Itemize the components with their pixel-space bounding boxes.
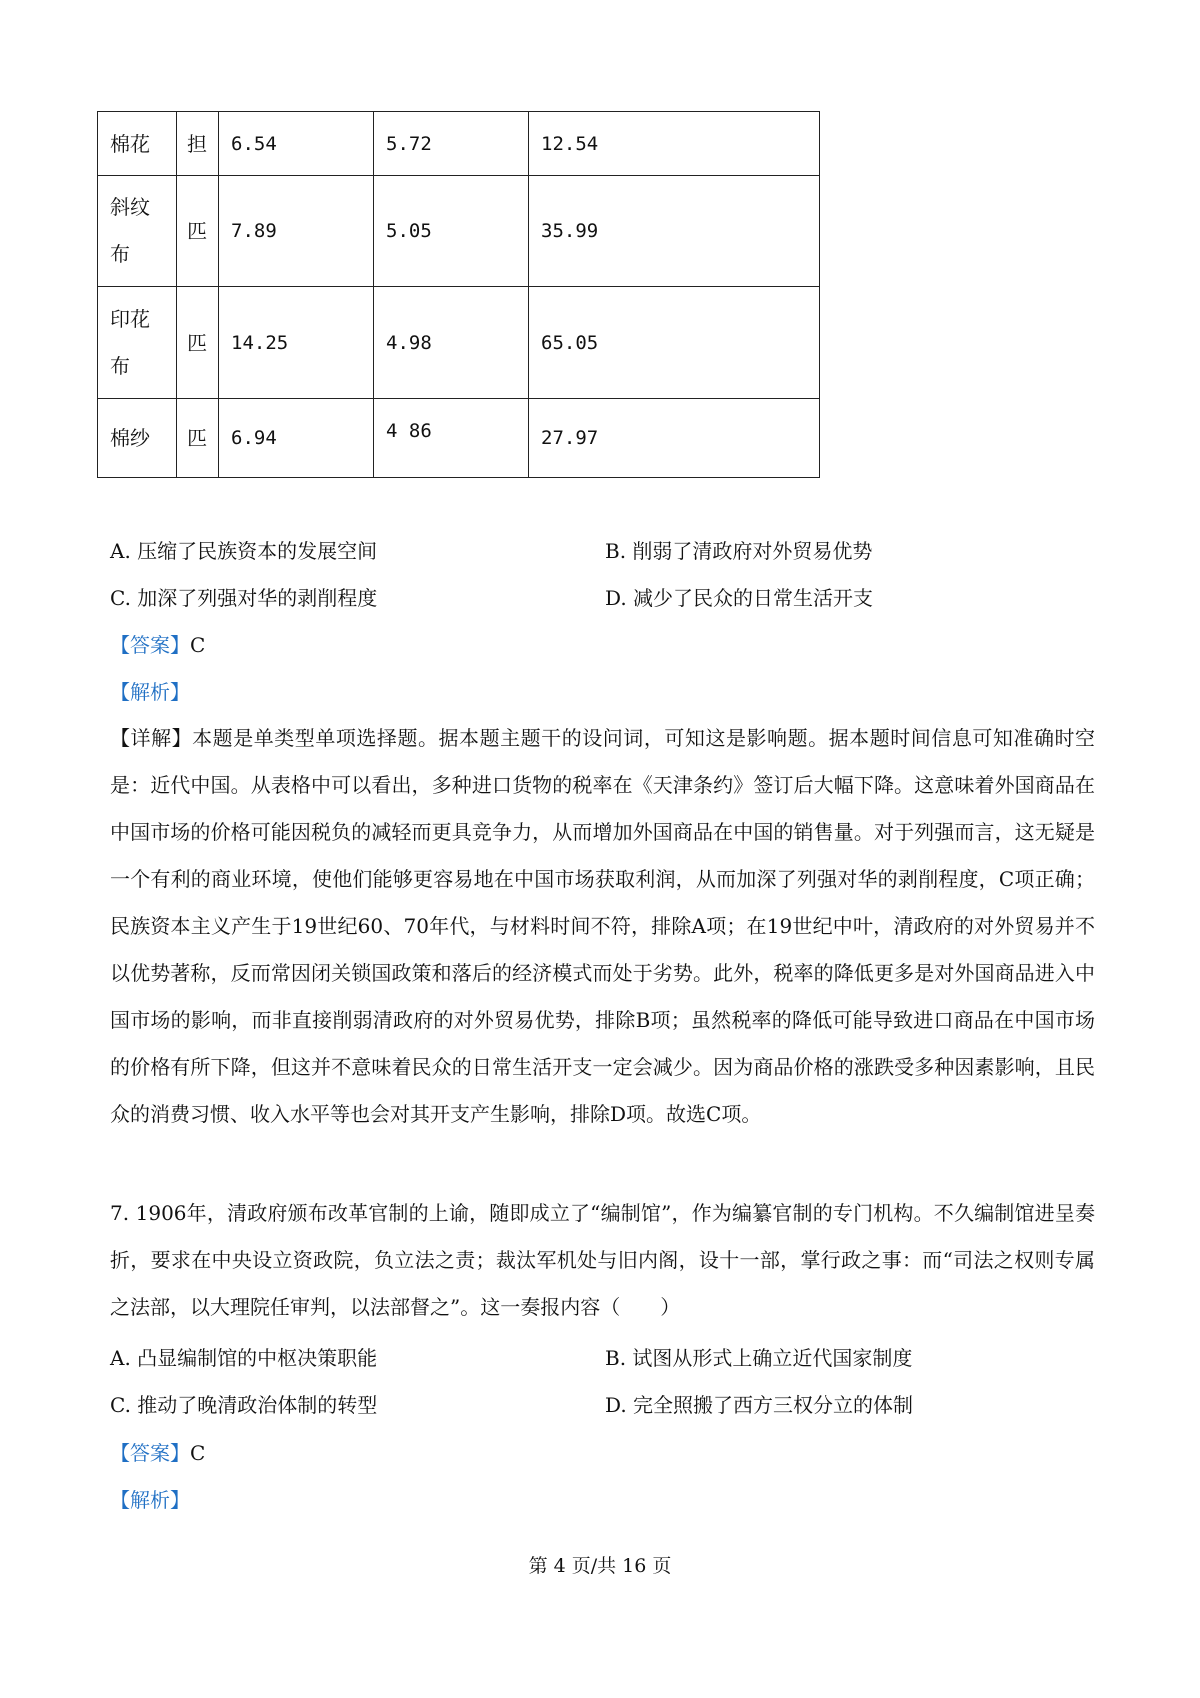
answer-tag: 【答案】 [110,633,190,657]
q6-option-c: C. 加深了列强对华的剥削程度 [110,586,378,610]
table-row [98,399,820,478]
analysis-tag: 【解析】 [110,680,190,704]
table-cell: 12.54 [529,112,820,176]
table-cell: 5.05 [374,176,529,287]
table-cell: 27.97 [529,399,820,478]
item-name: 棉花 [98,112,177,176]
table-row [98,112,820,176]
tariff-table [97,111,820,478]
q7-options [110,1335,1120,1429]
q7-answer [110,1430,205,1477]
table-row [98,176,820,287]
item-name [98,287,177,399]
answer-tag: 【答案】 [110,1441,190,1465]
q7-option-a: A. 凸显编制馆的中枢决策职能 [110,1346,378,1370]
table-row [98,287,820,399]
table-cell: 6.94 [219,399,374,478]
analysis-tag: 【解析】 [110,1488,190,1512]
q6-option-d: D. 减少了民众的日常生活开支 [605,586,874,610]
q7-option-c: C. 推动了晚清政治体制的转型 [110,1393,378,1417]
page-footer: 第 4 页/共 16 页 [528,1555,672,1577]
item-name-text: 斜纹布 [110,195,150,266]
table-cell: 65.05 [529,287,820,399]
q6-detail [110,715,1095,1138]
q6-options [110,528,1120,622]
table-cell: 14.25 [219,287,374,399]
answer-value: C [190,1441,206,1465]
q6-analysis [110,669,190,716]
detail-text: 本题是单类型单项选择题。据本题主题干的设问词，可知这是影响题。据本题时间信息可知准确时空是：近代中国。从表格中可以看出，多种进口货物的税率在《天津条约》签订后大幅下降。这意味着外国商品在中国市场的价格可能因税负的减轻而更具竞争力，从而增加外国商品在中国的销售量。对于列强而言，这无疑是一个有利的商业环境，使他们能够更容易地在中国市场获取利润，从而加深了列强对华的剥削程度，C项正确；民族资本主义产生于19世纪60、70年代，与材料时间不符，排除A项；在19世纪中叶，清政府的对外贸易并不以优势著称，反而常因闭关锁国政策和落后的经济模式而处于劣势。此外，税率的降低更多是对外国商品进入中国市场的影响，而非直接削弱清政府的对外贸易优势，排除B项；虽然税率的降低可能导致进口商品在中国市场的价格有所下降，但这并不意味着民众的日常生活开支一定会减少。因为商品价格的涨跌受多种因素影响，且民众的消费习惯、收入水平等也会对其开支产生影响，排除D项。故选C项。 [110,726,1096,1126]
table-cell: 5.72 [374,112,529,176]
table-cell: 4.98 [374,287,529,399]
q7-stem: 7. 1906年，清政府颁布改革官制的上谕，随即成立了“编制馆”，作为编纂官制的专门机构。不久编制馆进呈奏折，要求在中央设立资政院，负立法之责；裁汰军机处与旧内阁，设十一部，掌行政之事：而“司法之权则专属之法部，以大理院任审判，以法部督之”。这一奏报内容（ ） [110,1201,1095,1319]
table-cell: 6.54 [219,112,374,176]
q7-option-d: D. 完全照搬了西方三权分立的体制 [605,1393,914,1417]
q6-option-b: B. 削弱了清政府对外贸易优势 [605,539,873,563]
table-cell: 35.99 [529,176,820,287]
answer-value: C [190,633,206,657]
item-unit: 匹 [177,287,219,399]
item-name: 棉纱 [98,399,177,478]
item-name-text: 印花布 [110,306,150,378]
item-unit: 匹 [177,176,219,287]
q6-option-a: A. 压缩了民族资本的发展空间 [110,539,378,563]
table-cell: 7.89 [219,176,374,287]
table-cell: 4 86 [374,399,529,478]
q7-option-b: B. 试图从形式上确立近代国家制度 [605,1346,913,1370]
detail-tag: 【详解】 [110,726,193,750]
item-name [98,176,177,287]
q7-analysis [110,1477,190,1524]
item-unit: 匹 [177,399,219,478]
q6-answer [110,622,205,669]
item-unit: 担 [177,112,219,176]
